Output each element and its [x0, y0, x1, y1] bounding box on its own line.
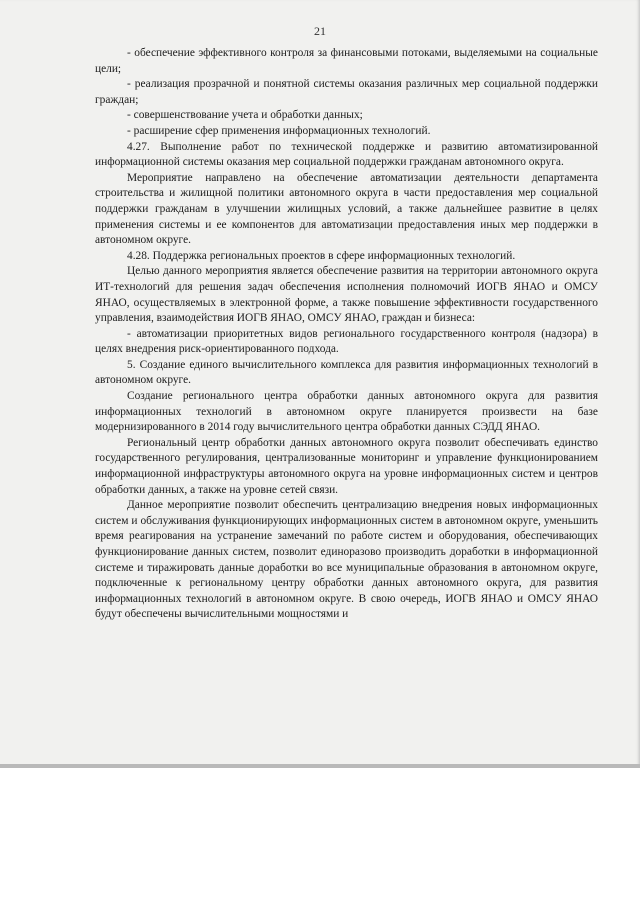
- paragraph-4-28-description: Целью данного мероприятия является обеспечение развития на территории автономного округа ИТ-технологий для решения задач обеспечения исполнения полномочий ИОГВ ЯНАО и ОМСУ ЯНАО, осуществляемых в электронной форме, а также повышение эффективности государственного управления, взаимодействия ИОГВ ЯНАО, ОМСУ ЯНАО, граждан и бизнеса:: [95, 265, 598, 325]
- paragraph-bullet-risk-control: - автоматизации приоритетных видов регионального государственного контроля (надзора) в целях внедрения риск-ориентированного подхода.: [95, 327, 598, 356]
- paragraph-centralization: Данное мероприятие позволит обеспечить централизацию внедрения новых информационных систем и обслуживания функционирующих информационных систем в автономном округе, уменьшить время реагирования на устранение замечаний по работе систем и оборудования, обеспечивающих функционирование данных систем, позволит единоразово производить доработки в информационной системе и тиражировать данные доработки во все муниципальные образования в автономном округе, подключенные к региональному центру обработки данных автономного округа, для развития информационных технологий в автономном округе. В свою очередь, ИОГВ ЯНАО и ОМСУ ЯНАО будут обеспечены вычислительными мощностями и: [95, 499, 598, 621]
- paragraph-bullet-data-processing: - совершенствование учета и обработки данных;: [127, 109, 363, 122]
- paragraph-bullet-social-support: - реализация прозрачной и понятной системы оказания различных мер социальной поддержки граждан;: [95, 78, 598, 106]
- page-number: 21: [314, 24, 326, 38]
- paragraph-4-27-description: Мероприятие направлено на обеспечение автоматизации деятельности департамента строительства и жилищной политики автономного округа в части предоставления мер социальной поддержки гражданам в улучшении жилищных условий, а также дальнейшее развитие в целях применения системы и ее компонентов для автоматизации предоставления иных мер поддержки в автономном округе.: [95, 171, 598, 247]
- paragraph-bullet-finance-control: - обеспечение эффективного контроля за финансовыми потоками, выделяемыми на социальные цели;: [95, 47, 598, 75]
- paragraph-data-center-creation: Создание регионального центра обработки данных автономного округа для развития информационных технологий в автономном округе планируется произвести на базе модернизированного в 2014 году вычислительного центра обработки данных СЭДД ЯНАО.: [95, 390, 598, 434]
- paragraph-bullet-it-expansion: - расширение сфер применения информационных технологий.: [127, 124, 431, 137]
- paragraph-section-4-28: 4.28. Поддержка региональных проектов в сфере информационных технологий.: [127, 249, 516, 262]
- document-body: [95, 46, 598, 623]
- paragraph-section-4-27: 4.27. Выполнение работ по технической поддержке и развитию автоматизированной информационной системы оказания мер социальной поддержки гражданам автономного округа.: [95, 140, 598, 169]
- paragraph-data-center-benefits: Региональный центр обработки данных автономного округа позволит обеспечивать единство государственного регулирования, централизованные мониторинг и управление функционированием информационной инфраструктуры автономного округа на уровне информационных систем и центров обработки данных, а также на уровне сетей связи.: [95, 436, 598, 496]
- scan-bottom-edge: [0, 764, 640, 768]
- paragraph-section-5: 5. Создание единого вычислительного комплекса для развития информационных технологий в автономном округе.: [95, 358, 598, 387]
